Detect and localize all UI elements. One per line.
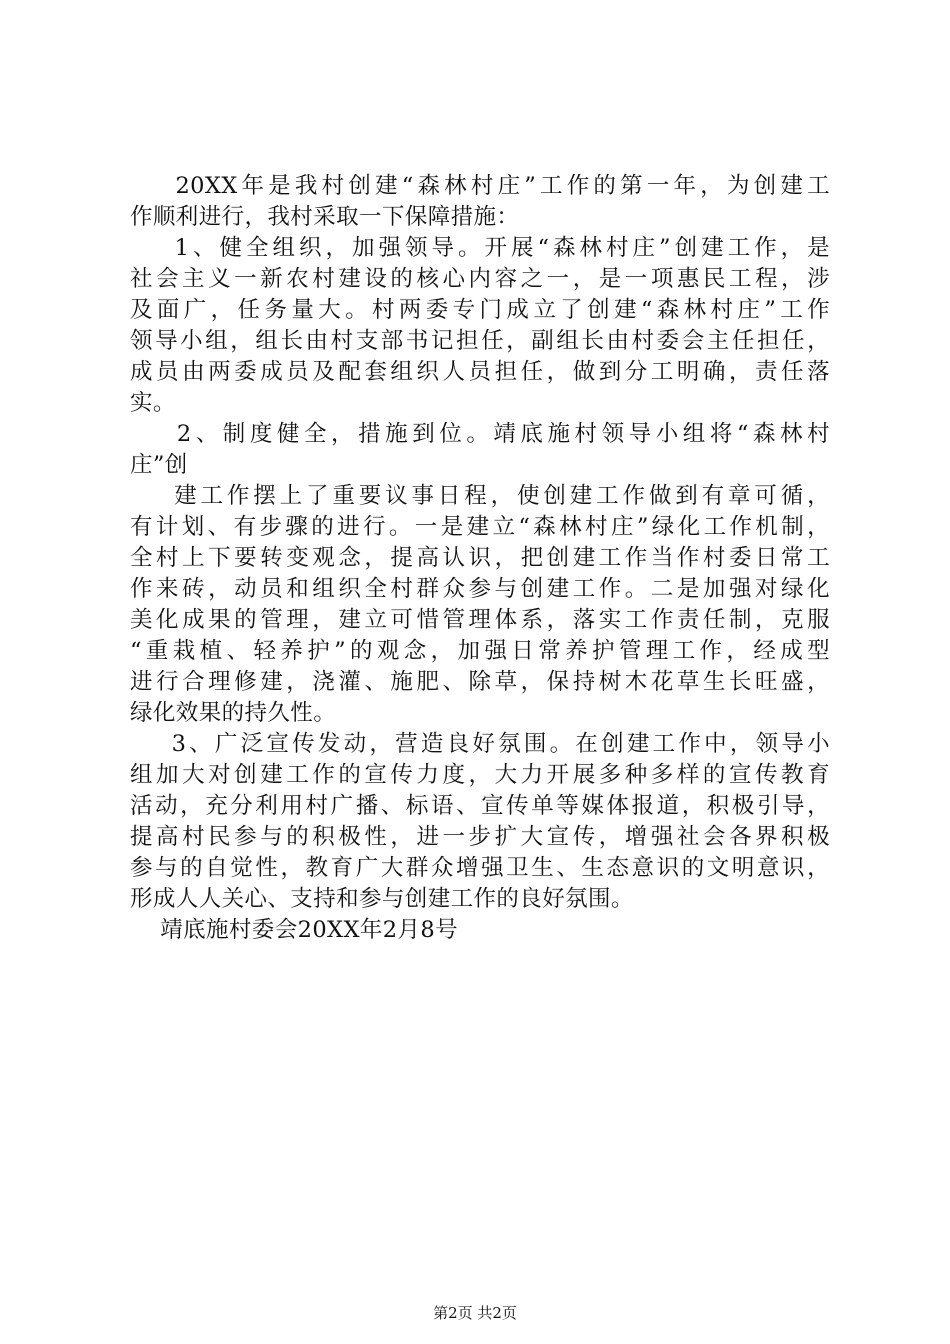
- text-line: 20XX年是我村创建“森林村庄”工作的第一年，为创建工: [130, 173, 830, 199]
- text-line: 领导小组，组长由村支部书记担任，副组长由村委会主任担任，: [130, 328, 830, 354]
- text-line: 建工作摆上了重要议事日程，使创建工作做到有章可循，: [130, 483, 830, 509]
- text-line: 绿化效果的持久性。: [130, 700, 337, 726]
- text-line: 参与的自觉性，教育广大群众增强卫生、生态意识的文明意识，: [130, 855, 830, 881]
- text-line: 全村上下要转变观念，提高认识，把创建工作当作村委日常工: [130, 545, 830, 571]
- text-line: 提高村民参与的积极性，进一步扩大宣传，增强社会各界积极: [130, 824, 830, 850]
- text-line: 2、制度健全，措施到位。靖底施村领导小组将“森林村: [130, 421, 830, 447]
- text-line: 有计划、有步骤的进行。一是建立“森林村庄”绿化工作机制，: [130, 514, 830, 540]
- text-line: 靖底施村委会20XX年2月8号: [130, 917, 459, 943]
- text-line: 组加大对创建工作的宣传力度，大力开展多种多样的宣传教育: [130, 762, 830, 788]
- text-line: 庄”创: [130, 452, 188, 478]
- text-line: 实。: [130, 390, 176, 416]
- text-line: 成员由两委成员及配套组织人员担任，做到分工明确，责任落: [130, 359, 830, 385]
- text-line: 作顺利进行，我村采取一下保障措施：: [130, 204, 520, 230]
- text-line: 3、广泛宣传发动，营造良好氛围。在创建工作中，领导小: [130, 731, 830, 757]
- text-line: 作来砖，动员和组织全村群众参与创建工作。二是加强对绿化: [130, 576, 830, 602]
- text-line: 及面广，任务量大。村两委专门成立了创建“森林村庄”工作: [130, 297, 830, 323]
- text-line: 社会主义一新农村建设的核心内容之一，是一项惠民工程，涉: [130, 266, 830, 292]
- document-body: [130, 171, 830, 946]
- text-line: 形成人人关心、支持和参与创建工作的良好氛围。: [130, 886, 634, 912]
- text-line: 活动，充分利用村广播、标语、宣传单等媒体报道，积极引导，: [130, 793, 830, 819]
- text-line: “重栽植、轻养护”的观念，加强日常养护管理工作，经成型: [130, 638, 830, 664]
- text-line: 1、健全组织，加强领导。开展“森林村庄”创建工作，是: [130, 235, 830, 261]
- page-footer: 第2页 共2页: [433, 1304, 517, 1322]
- text-line: 美化成果的管理，建立可惜管理体系，落实工作责任制，克服: [130, 607, 830, 633]
- text-line: 进行合理修建，浇灌、施肥、除草，保持树木花草生长旺盛，: [130, 669, 830, 695]
